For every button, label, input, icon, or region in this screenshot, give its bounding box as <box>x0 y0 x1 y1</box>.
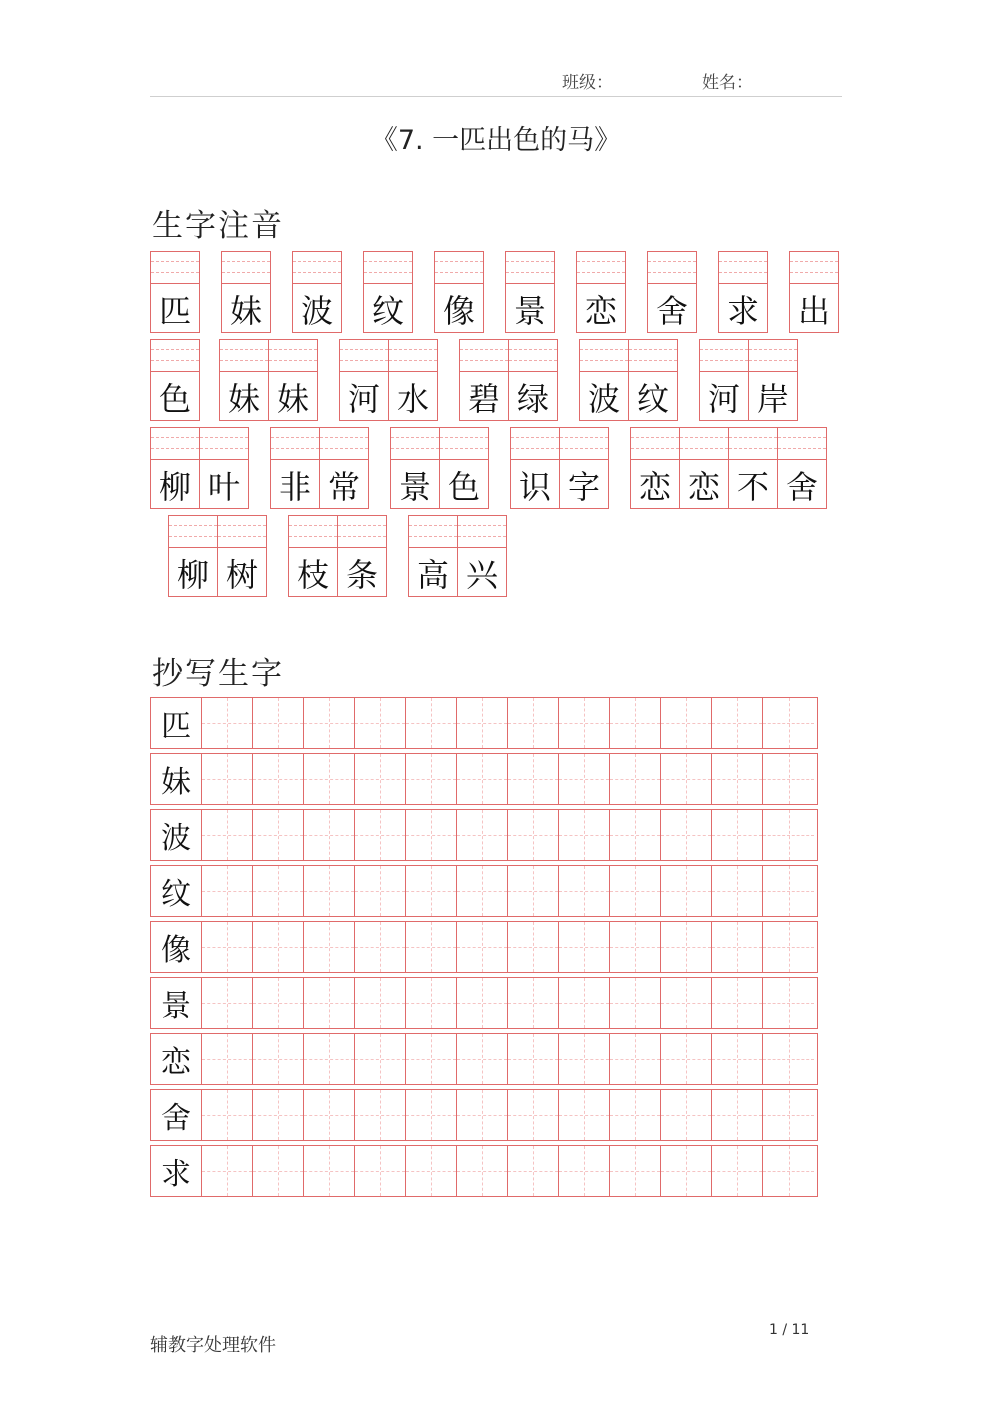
practice-box[interactable] <box>457 810 508 860</box>
hanzi-character: 恋 <box>687 468 720 506</box>
practice-box[interactable] <box>202 922 253 972</box>
practice-box[interactable] <box>559 1034 610 1084</box>
practice-box[interactable] <box>406 1146 457 1196</box>
hanzi-character: 景 <box>398 468 431 506</box>
practice-box[interactable] <box>661 1090 712 1140</box>
practice-box[interactable] <box>712 698 763 748</box>
model-character: 匹 <box>151 698 202 748</box>
pinyin-cell[interactable] <box>388 339 438 421</box>
practice-box[interactable] <box>253 1146 304 1196</box>
pinyin-word <box>150 427 249 509</box>
practice-box[interactable] <box>355 922 406 972</box>
pinyin-lines[interactable] <box>790 252 838 284</box>
pinyin-word <box>288 515 387 597</box>
pinyin-cell[interactable] <box>217 515 267 597</box>
practice-box[interactable] <box>661 978 712 1028</box>
pinyin-lines[interactable] <box>577 252 625 284</box>
practice-box[interactable] <box>508 754 559 804</box>
section-title-copy: 抄写生字 <box>152 656 284 692</box>
practice-box[interactable] <box>457 1034 508 1084</box>
practice-box[interactable] <box>661 866 712 916</box>
practice-box[interactable] <box>559 922 610 972</box>
hanzi-character: 岸 <box>756 380 789 418</box>
practice-box[interactable] <box>508 1034 559 1084</box>
pinyin-cell[interactable] <box>628 339 678 421</box>
pinyin-cell[interactable] <box>748 339 798 421</box>
practice-box[interactable] <box>610 754 661 804</box>
pinyin-word <box>718 251 768 333</box>
pinyin-word <box>292 251 342 333</box>
hanzi-character: 高 <box>416 556 449 594</box>
practice-box[interactable] <box>661 810 712 860</box>
practice-box[interactable] <box>661 922 712 972</box>
practice-box[interactable] <box>712 754 763 804</box>
pinyin-cell[interactable] <box>576 251 626 333</box>
hanzi-character: 常 <box>327 468 360 506</box>
practice-box[interactable] <box>253 922 304 972</box>
pinyin-lines[interactable] <box>320 428 368 460</box>
practice-box[interactable] <box>661 698 712 748</box>
practice-box[interactable] <box>508 922 559 972</box>
pinyin-cell[interactable] <box>508 339 558 421</box>
pinyin-word <box>579 339 678 421</box>
practice-box[interactable] <box>610 1146 661 1196</box>
hanzi-character: 舍 <box>785 468 818 506</box>
model-character: 景 <box>151 978 202 1028</box>
practice-box[interactable] <box>253 866 304 916</box>
hanzi-character: 碧 <box>467 380 500 418</box>
practice-box[interactable] <box>202 978 253 1028</box>
practice-box[interactable] <box>763 754 814 804</box>
pinyin-word <box>219 339 318 421</box>
pinyin-cell[interactable] <box>150 251 200 333</box>
pinyin-word <box>150 339 200 421</box>
practice-box[interactable] <box>355 754 406 804</box>
section-title-pinyin: 生字注音 <box>152 208 284 244</box>
pinyin-lines[interactable] <box>151 252 199 284</box>
practice-box[interactable] <box>559 698 610 748</box>
pinyin-word <box>168 515 267 597</box>
hanzi-character: 绿 <box>516 380 549 418</box>
copy-row <box>150 809 818 861</box>
hanzi-character: 妹 <box>276 380 309 418</box>
practice-box[interactable] <box>253 698 304 748</box>
pinyin-cell[interactable] <box>630 427 680 509</box>
practice-box[interactable] <box>406 698 457 748</box>
practice-box[interactable] <box>508 1146 559 1196</box>
practice-box[interactable] <box>202 698 253 748</box>
practice-box[interactable] <box>763 1146 814 1196</box>
practice-box[interactable] <box>610 1090 661 1140</box>
pinyin-word <box>630 427 827 509</box>
practice-box[interactable] <box>712 978 763 1028</box>
hanzi-character: 河 <box>707 380 740 418</box>
pinyin-cell[interactable] <box>439 427 489 509</box>
practice-box[interactable] <box>304 754 355 804</box>
practice-box[interactable] <box>508 1090 559 1140</box>
pinyin-lines[interactable] <box>169 516 217 548</box>
practice-box[interactable] <box>457 1090 508 1140</box>
pinyin-cell[interactable] <box>510 427 560 509</box>
hanzi-character: 柳 <box>158 468 191 506</box>
practice-box[interactable] <box>253 1090 304 1140</box>
practice-box[interactable] <box>559 1090 610 1140</box>
practice-box[interactable] <box>610 810 661 860</box>
practice-box[interactable] <box>508 810 559 860</box>
practice-box[interactable] <box>763 698 814 748</box>
pinyin-cell[interactable] <box>789 251 839 333</box>
pinyin-cell[interactable] <box>647 251 697 333</box>
pinyin-word <box>221 251 271 333</box>
pinyin-lines[interactable] <box>220 340 268 372</box>
practice-box[interactable] <box>355 978 406 1028</box>
hanzi-character: 纹 <box>636 380 669 418</box>
pinyin-cell[interactable] <box>268 339 318 421</box>
practice-box[interactable] <box>406 866 457 916</box>
practice-box[interactable] <box>559 754 610 804</box>
practice-box[interactable] <box>304 698 355 748</box>
pinyin-lines[interactable] <box>458 516 506 548</box>
pinyin-lines[interactable] <box>700 340 748 372</box>
hanzi-character: 恋 <box>638 468 671 506</box>
hanzi-character: 树 <box>225 556 258 594</box>
practice-box[interactable] <box>406 978 457 1028</box>
copy-row <box>150 921 818 973</box>
class-label: 班级： <box>562 73 613 93</box>
pinyin-word <box>339 339 438 421</box>
pinyin-lines[interactable] <box>506 252 554 284</box>
practice-box[interactable] <box>253 754 304 804</box>
hanzi-character: 妹 <box>227 380 260 418</box>
hanzi-character: 水 <box>396 380 429 418</box>
practice-box[interactable] <box>355 698 406 748</box>
hanzi-character: 舍 <box>655 292 688 330</box>
practice-box[interactable] <box>304 922 355 972</box>
hanzi-character: 匹 <box>158 292 191 330</box>
copy-row <box>150 753 818 805</box>
pinyin-word <box>363 251 413 333</box>
hanzi-character: 出 <box>797 292 830 330</box>
copy-row <box>150 1033 818 1085</box>
pinyin-lines[interactable] <box>631 428 679 460</box>
pinyin-word <box>408 515 507 597</box>
practice-box[interactable] <box>202 1146 253 1196</box>
practice-box[interactable] <box>763 810 814 860</box>
pinyin-cell[interactable] <box>459 339 509 421</box>
pinyin-cell[interactable] <box>728 427 778 509</box>
footer-software: 辅教字处理软件 <box>150 1335 276 1356</box>
hanzi-character: 波 <box>300 292 333 330</box>
practice-box[interactable] <box>610 1034 661 1084</box>
practice-box[interactable] <box>661 754 712 804</box>
practice-box[interactable] <box>355 1146 406 1196</box>
practice-box[interactable] <box>406 754 457 804</box>
pinyin-word <box>150 251 200 333</box>
practice-box[interactable] <box>253 978 304 1028</box>
pinyin-lines[interactable] <box>289 516 337 548</box>
pinyin-word <box>390 427 489 509</box>
pinyin-cell[interactable] <box>390 427 440 509</box>
name-label: 姓名： <box>702 73 753 93</box>
practice-box[interactable] <box>253 810 304 860</box>
pinyin-word <box>789 251 839 333</box>
pinyin-lines[interactable] <box>151 428 199 460</box>
page-number: 1 / 11 <box>769 1322 810 1338</box>
hanzi-character: 妹 <box>229 292 262 330</box>
model-character: 恋 <box>151 1034 202 1084</box>
pinyin-lines[interactable] <box>364 252 412 284</box>
practice-box[interactable] <box>406 1034 457 1084</box>
hanzi-character: 不 <box>736 468 769 506</box>
practice-box[interactable] <box>304 810 355 860</box>
copy-row <box>150 977 818 1029</box>
pinyin-lines[interactable] <box>648 252 696 284</box>
practice-box[interactable] <box>559 866 610 916</box>
practice-box[interactable] <box>457 922 508 972</box>
pinyin-lines[interactable] <box>778 428 826 460</box>
pinyin-cell[interactable] <box>559 427 609 509</box>
pinyin-lines[interactable] <box>222 252 270 284</box>
practice-box[interactable] <box>712 866 763 916</box>
pinyin-lines[interactable] <box>460 340 508 372</box>
practice-box[interactable] <box>763 1034 814 1084</box>
pinyin-cell[interactable] <box>337 515 387 597</box>
practice-box[interactable] <box>202 1090 253 1140</box>
pinyin-lines[interactable] <box>218 516 266 548</box>
pinyin-cell[interactable] <box>363 251 413 333</box>
hanzi-character: 字 <box>567 468 600 506</box>
hanzi-character: 识 <box>518 468 551 506</box>
pinyin-cell[interactable] <box>434 251 484 333</box>
header-divider <box>150 96 842 97</box>
pinyin-lines[interactable] <box>435 252 483 284</box>
pinyin-cell[interactable] <box>319 427 369 509</box>
hanzi-character: 景 <box>513 292 546 330</box>
practice-box[interactable] <box>406 1090 457 1140</box>
practice-box[interactable] <box>508 698 559 748</box>
pinyin-cell[interactable] <box>457 515 507 597</box>
practice-box[interactable] <box>202 1034 253 1084</box>
practice-box[interactable] <box>304 978 355 1028</box>
practice-box[interactable] <box>202 810 253 860</box>
pinyin-cell[interactable] <box>168 515 218 597</box>
practice-box[interactable] <box>304 866 355 916</box>
practice-box[interactable] <box>661 1034 712 1084</box>
model-character: 像 <box>151 922 202 972</box>
practice-box[interactable] <box>610 978 661 1028</box>
pinyin-lines[interactable] <box>680 428 728 460</box>
pinyin-lines[interactable] <box>340 340 388 372</box>
copy-row <box>150 1089 818 1141</box>
pinyin-lines[interactable] <box>580 340 628 372</box>
practice-box[interactable] <box>457 698 508 748</box>
hanzi-character: 恋 <box>584 292 617 330</box>
copy-row <box>150 1145 818 1197</box>
pinyin-cell[interactable] <box>408 515 458 597</box>
pinyin-lines[interactable] <box>338 516 386 548</box>
hanzi-character: 纹 <box>371 292 404 330</box>
hanzi-character: 非 <box>278 468 311 506</box>
hanzi-character: 色 <box>158 380 191 418</box>
pinyin-cell[interactable] <box>718 251 768 333</box>
pinyin-lines[interactable] <box>151 340 199 372</box>
hanzi-character: 色 <box>447 468 480 506</box>
hanzi-character: 兴 <box>465 556 498 594</box>
practice-box[interactable] <box>763 866 814 916</box>
pinyin-lines[interactable] <box>391 428 439 460</box>
pinyin-word <box>434 251 484 333</box>
pinyin-lines[interactable] <box>749 340 797 372</box>
pinyin-cell[interactable] <box>579 339 629 421</box>
pinyin-lines[interactable] <box>293 252 341 284</box>
pinyin-cell[interactable] <box>150 339 200 421</box>
hanzi-character: 波 <box>587 380 620 418</box>
model-character: 妹 <box>151 754 202 804</box>
pinyin-lines[interactable] <box>271 428 319 460</box>
practice-box[interactable] <box>406 922 457 972</box>
pinyin-cell[interactable] <box>679 427 729 509</box>
copy-row <box>150 865 818 917</box>
practice-box[interactable] <box>712 1034 763 1084</box>
pinyin-word <box>459 339 558 421</box>
pinyin-cell[interactable] <box>292 251 342 333</box>
pinyin-cell[interactable] <box>288 515 338 597</box>
practice-box[interactable] <box>712 810 763 860</box>
hanzi-character: 求 <box>726 292 759 330</box>
practice-box[interactable] <box>559 810 610 860</box>
model-character: 波 <box>151 810 202 860</box>
pinyin-word <box>505 251 555 333</box>
practice-box[interactable] <box>406 810 457 860</box>
practice-box[interactable] <box>304 1146 355 1196</box>
practice-box[interactable] <box>457 866 508 916</box>
pinyin-lines[interactable] <box>629 340 677 372</box>
practice-box[interactable] <box>457 754 508 804</box>
page-title: 《7. 一匹出色的马》 <box>370 125 622 156</box>
practice-box[interactable] <box>610 698 661 748</box>
model-character: 纹 <box>151 866 202 916</box>
hanzi-character: 枝 <box>296 556 329 594</box>
model-character: 舍 <box>151 1090 202 1140</box>
hanzi-character: 柳 <box>176 556 209 594</box>
pinyin-word <box>270 427 369 509</box>
practice-box[interactable] <box>712 1090 763 1140</box>
pinyin-lines[interactable] <box>269 340 317 372</box>
practice-box[interactable] <box>610 922 661 972</box>
practice-box[interactable] <box>457 978 508 1028</box>
practice-box[interactable] <box>355 1090 406 1140</box>
hanzi-character: 河 <box>347 380 380 418</box>
pinyin-cell[interactable] <box>505 251 555 333</box>
practice-box[interactable] <box>610 866 661 916</box>
model-character: 求 <box>151 1146 202 1196</box>
pinyin-lines[interactable] <box>719 252 767 284</box>
pinyin-lines[interactable] <box>729 428 777 460</box>
pinyin-cell[interactable] <box>270 427 320 509</box>
pinyin-cell[interactable] <box>339 339 389 421</box>
practice-box[interactable] <box>712 1146 763 1196</box>
pinyin-lines[interactable] <box>409 516 457 548</box>
pinyin-word <box>647 251 697 333</box>
copy-row <box>150 697 818 749</box>
pinyin-lines[interactable] <box>200 428 248 460</box>
pinyin-cell[interactable] <box>777 427 827 509</box>
pinyin-lines[interactable] <box>440 428 488 460</box>
practice-box[interactable] <box>559 978 610 1028</box>
practice-box[interactable] <box>712 922 763 972</box>
hanzi-character: 叶 <box>207 468 240 506</box>
practice-box[interactable] <box>304 1090 355 1140</box>
practice-box[interactable] <box>355 810 406 860</box>
practice-box[interactable] <box>508 866 559 916</box>
practice-box[interactable] <box>661 1146 712 1196</box>
practice-box[interactable] <box>202 866 253 916</box>
practice-box[interactable] <box>763 1090 814 1140</box>
pinyin-lines[interactable] <box>511 428 559 460</box>
practice-box[interactable] <box>355 866 406 916</box>
practice-box[interactable] <box>355 1034 406 1084</box>
pinyin-cell[interactable] <box>221 251 271 333</box>
practice-box[interactable] <box>457 1146 508 1196</box>
pinyin-lines[interactable] <box>389 340 437 372</box>
practice-box[interactable] <box>763 978 814 1028</box>
pinyin-word <box>576 251 626 333</box>
practice-box[interactable] <box>508 978 559 1028</box>
practice-box[interactable] <box>202 754 253 804</box>
pinyin-lines[interactable] <box>509 340 557 372</box>
pinyin-word <box>699 339 798 421</box>
pinyin-lines[interactable] <box>560 428 608 460</box>
practice-box[interactable] <box>304 1034 355 1084</box>
hanzi-character: 像 <box>442 292 475 330</box>
pinyin-cell[interactable] <box>150 427 200 509</box>
practice-box[interactable] <box>559 1146 610 1196</box>
hanzi-character: 条 <box>345 556 378 594</box>
pinyin-word <box>510 427 609 509</box>
practice-box[interactable] <box>253 1034 304 1084</box>
pinyin-cell[interactable] <box>199 427 249 509</box>
pinyin-cell[interactable] <box>699 339 749 421</box>
practice-box[interactable] <box>763 922 814 972</box>
pinyin-cell[interactable] <box>219 339 269 421</box>
